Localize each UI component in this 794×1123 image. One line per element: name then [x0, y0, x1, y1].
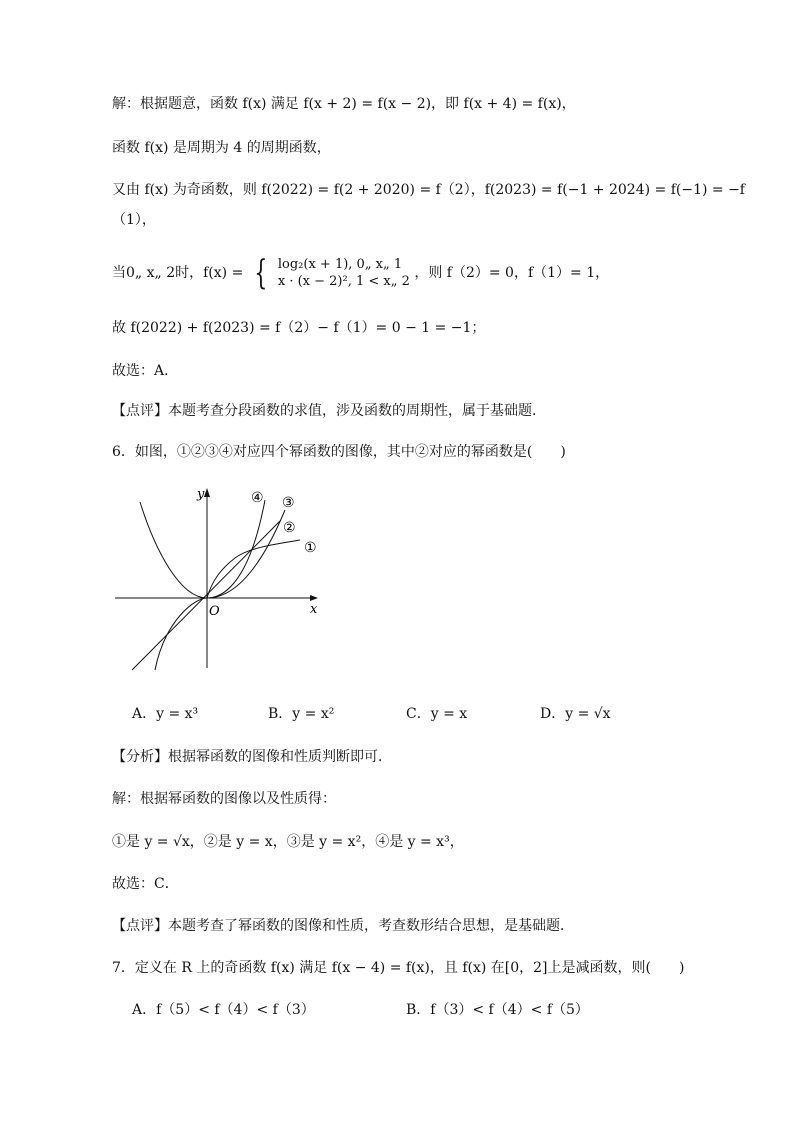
solution-line-1: 解：根据题意，函数 f(x) 满足 f(x + 2) = f(x − 2)，即 f(x + 4) = f(x)，	[112, 96, 576, 112]
x-axis-arrow-icon	[310, 595, 318, 601]
piecewise-prefix: 当0„ x„ 2时，f(x) =	[112, 265, 244, 281]
curve-label-2: ②	[283, 520, 296, 536]
origin-label: O	[209, 604, 220, 619]
piecewise-cases	[278, 256, 410, 290]
piecewise-line	[112, 253, 609, 293]
option-7-a: A．f（5）< f（4）< f（3）	[132, 1002, 315, 1018]
solution-line-3: 又由 f(x) 为奇函数，则 f(2022) = f(2 + 2020) = f（2），f(2023) = f(−1 + 2024) = f(−1) = −f	[112, 182, 745, 198]
solution-6-line-1: 解：根据幂函数的图像以及性质得：	[112, 791, 336, 807]
solution-line-6: 故 f(2022) + f(2023) = f（2）− f（1）= 0 − 1 = −1；	[112, 320, 486, 336]
curve-label-4: ④	[251, 490, 264, 506]
curve-label-1: ①	[304, 540, 317, 556]
answer-6: 故选：C．	[112, 876, 179, 892]
analysis-6: 【分析】根据幂函数的图像和性质判断即可．	[112, 749, 392, 765]
solution-line-2: 函数 f(x) 是周期为 4 的周期函数，	[112, 140, 331, 156]
power-function-graph	[110, 480, 330, 672]
curve-4	[155, 500, 265, 670]
option-d: D．y = √x	[540, 706, 611, 722]
solution-line-4: （1），	[112, 212, 156, 228]
curve-label-3: ③	[282, 495, 295, 511]
piecewise-case-1: log₂(x + 1), 0„ x„ 1	[277, 257, 403, 272]
comment-5: 【点评】本题考查分段函数的求值，涉及函数的周期性，属于基础题．	[112, 403, 546, 419]
piecewise-suffix: ，则 f（2）= 0，f（1）= 1，	[414, 265, 610, 281]
curve-2	[132, 521, 280, 670]
x-axis-label: x	[310, 602, 318, 617]
solution-line-7: 故选：A．	[112, 363, 179, 379]
piecewise-case-2: x · (x − 2)², 1 < x„ 2	[277, 274, 410, 289]
y-axis-label: y	[197, 487, 205, 502]
solution-6-line-2: ①是 y = √x，②是 y = x，③是 y = x²，④是 y = x³，	[112, 834, 464, 850]
option-a: A．y = x³	[132, 706, 199, 722]
question-6-stem: 6．如图，①②③④对应四个幂函数的图像，其中②对应的幂函数是( )	[112, 444, 566, 460]
option-7-b: B．f（3）< f（4）< f（5）	[406, 1002, 589, 1018]
brace-icon: {	[254, 253, 268, 293]
comment-6: 【点评】本题考查了幂函数的图像和性质，考查数形结合思想，是基础题．	[112, 918, 574, 934]
y-axis-arrow-icon	[204, 488, 210, 497]
option-b: B．y = x²	[268, 706, 335, 722]
option-c: C．y = x	[406, 706, 468, 722]
question-7-stem: 7．定义在 R 上的奇函数 f(x) 满足 f(x − 4) = f(x)，且 f(x) 在[0，2]上是减函数，则( )	[112, 960, 685, 976]
